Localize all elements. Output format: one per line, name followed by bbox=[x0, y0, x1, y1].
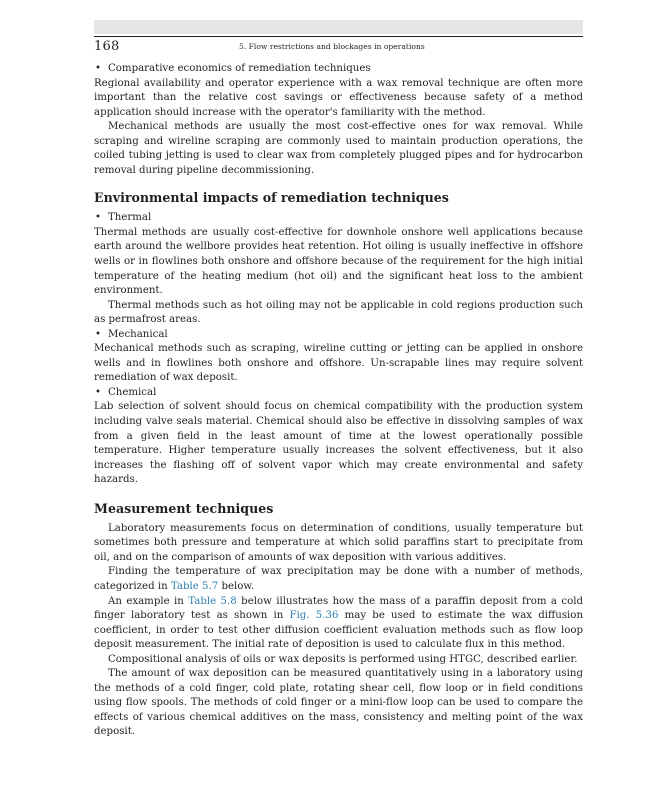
bullet-chemical bbox=[94, 386, 583, 401]
page-body bbox=[94, 62, 583, 740]
paragraph-thermal-1: Thermal methods are usually cost-effective for downhole onshore well applications because earth around the wellbore provides heat retention. Hot oiling is usually ineffective in offshore wells or in flowlines both onshore and offshore because of the requirement for the high initial temperature of the heating medium (hot oil) and the significant heat loss to the ambient environment. bbox=[94, 226, 583, 297]
figure-5-36-link[interactable]: Fig. 5.36 bbox=[289, 610, 339, 622]
paragraph-regional-availability: Regional availability and operator experience with a wax removal technique are often more important than the relative cost savings or effectiveness because safety of a method application should increase with the operator's familiarity with the method. bbox=[94, 77, 583, 118]
paragraph-amount-deposition: The amount of wax deposition can be measured quantitatively using in a laboratory using the methods of a cold finger, cold plate, rotating shear cell, flow loop or in field conditions using flow spools. The methods of cold finger or a mini-flow loop can be used to compare the effects of various chemical additives on the mass, consistency and melting point of the wax deposit. bbox=[94, 668, 583, 738]
paragraph-compositional-analysis: Compositional analysis of oils or wax deposits is performed using HTGC, described earlier. bbox=[108, 653, 578, 665]
paragraph-mechanical-cost: Mechanical methods are usually the most cost-effective ones for wax removal. While scraping and wireline scraping are commonly used to maintain production operations, the coiled tubing jetting is used to clear wax from completely plugged pipes and for hydrocarbon removal during pipeline decommissioning. bbox=[94, 121, 583, 176]
bullet-thermal bbox=[94, 211, 583, 226]
paragraph-lab-measurements: Laboratory measurements focus on determination of conditions, usually temperature but sometimes both pressure and temperature at which solid paraffins start to precipitate from oil, and on the comparison of amounts of wax deposition with various additives. bbox=[94, 522, 583, 563]
table-5-7-link[interactable]: Table 5.7 bbox=[170, 580, 219, 592]
text-span: may be used to estimate the wax diffusion coefficient, in order to test other diffusion coefficient evaluation methods such as flow loop deposit measurement. The initial rate of deposition is used to calculate flux in this method. bbox=[94, 610, 583, 651]
bullet-label: Thermal bbox=[108, 212, 152, 224]
bullet-dot-icon: • bbox=[95, 212, 102, 224]
paragraph-example-table bbox=[94, 595, 583, 653]
text-span: below. bbox=[218, 580, 255, 592]
bullet-label: Mechanical bbox=[108, 328, 168, 340]
bullet-label: Chemical bbox=[108, 386, 157, 398]
paragraph-mechanical-1: Mechanical methods such as scraping, wireline cutting or jetting can be applied in onshore wells and in flowlines both onshore and offshore. Un-scrapable lines may require solvent remediation of wax deposit. bbox=[94, 343, 583, 384]
bullet-dot-icon: • bbox=[95, 328, 102, 340]
table-5-8-link[interactable]: Table 5.8 bbox=[188, 595, 237, 607]
bullet-mechanical bbox=[94, 328, 583, 343]
bullet-comparative-economics bbox=[94, 62, 583, 77]
bullet-dot-icon: • bbox=[95, 386, 102, 398]
section-heading-measurement: Measurement techniques bbox=[94, 500, 274, 516]
text-span: Finding the temperature of wax precipitation may be done with a number of methods, categorized in bbox=[94, 566, 583, 592]
page-number: 168 bbox=[94, 39, 120, 54]
running-head bbox=[94, 36, 583, 55]
paragraph-finding-temperature bbox=[94, 565, 583, 594]
header-band bbox=[94, 20, 583, 34]
paragraph-thermal-2: Thermal methods such as hot oiling may not be applicable in cold regions production such as permafrost areas. bbox=[94, 299, 583, 326]
section-heading-environmental: Environmental impacts of remediation techniques bbox=[94, 190, 449, 206]
bullet-dot-icon: • bbox=[95, 63, 102, 74]
chapter-title: 5. Flow restrictions and blockages in operations bbox=[239, 42, 425, 51]
paragraph-chemical-1: Lab selection of solvent should focus on chemical compatibility with the production system including valve seals material. Chemical should also be effective in dissolving samples of wax from a given field in the least amount of time at the lowest operationally possible temperature. Higher temperature usually increases the solvent effectiveness, but it also increases the flashing off of solvent vapor which may create environmental and safety hazards. bbox=[94, 401, 583, 486]
text-span: below illustrates how the mass of a paraffin deposit from a cold finger laboratory test as shown in bbox=[94, 595, 583, 622]
text-span: An example in bbox=[108, 595, 189, 607]
bullet-label: Comparative economics of remediation techniques bbox=[108, 63, 371, 74]
